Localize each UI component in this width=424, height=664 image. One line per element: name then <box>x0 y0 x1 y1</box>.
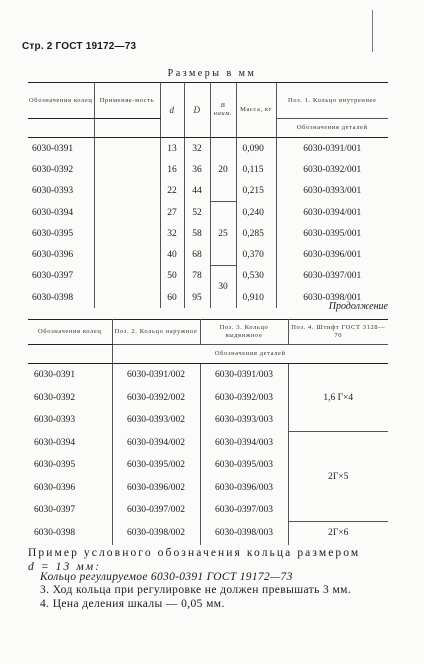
pin-value: 2Г×5 <box>288 432 388 522</box>
part-designation-label: Обозначения деталей <box>276 119 388 138</box>
pos3-value: 6030-0397/003 <box>200 499 288 522</box>
applicability-cell <box>94 202 160 223</box>
example-size: d = 13 мм: <box>28 561 102 573</box>
d-value: 13 <box>160 138 184 160</box>
pin-value: 2Г×6 <box>288 522 388 545</box>
col-mass: Масса, кг <box>236 83 276 138</box>
ring-code: 6030-0395 <box>32 228 74 239</box>
mass-value: 0,370 <box>236 244 276 265</box>
applicability-cell <box>94 244 160 265</box>
applicability-cell <box>94 223 160 244</box>
D-value: 36 <box>184 159 210 180</box>
pos3-value: 6030-0395/003 <box>200 454 288 477</box>
ring-code: 6030-0397 <box>34 505 76 516</box>
d-value: 40 <box>160 244 184 265</box>
pos3-value: 6030-0396/003 <box>200 477 288 500</box>
D-value: 52 <box>184 202 210 223</box>
table-row <box>28 266 388 287</box>
pos1-value: 6030-0391/001 <box>276 138 388 160</box>
ring-code: 6030-0394 <box>32 207 74 218</box>
header-spacer <box>28 345 112 364</box>
d-value: 27 <box>160 202 184 223</box>
col-applicability: Применяе-мость <box>94 83 160 119</box>
pos3-value: 6030-0392/003 <box>200 387 288 410</box>
ring-code: 6030-0393 <box>34 415 76 426</box>
pos2-value: 6030-0397/002 <box>112 499 200 522</box>
col-pos4: Поз. 4. Штифт ГОСТ 3128—70 <box>288 320 388 345</box>
pos2-value: 6030-0396/002 <box>112 477 200 500</box>
ring-code: 6030-0395 <box>34 460 76 471</box>
pos1-value: 6030-0392/001 <box>276 159 388 180</box>
D-value: 78 <box>184 266 210 287</box>
applicability-cell <box>94 159 160 180</box>
pos3-value: 6030-0394/003 <box>200 432 288 455</box>
col-pos3: Поз. 3. Кольцо выдвижное <box>200 320 288 345</box>
d-value: 16 <box>160 159 184 180</box>
applicability-cell <box>94 287 160 308</box>
mass-value: 0,090 <box>236 138 276 160</box>
pin-value: 1,6 Г×4 <box>288 364 388 432</box>
table-row <box>28 181 388 202</box>
dimensions-table <box>28 82 388 308</box>
pos1-value: 6030-0397/001 <box>276 266 388 287</box>
pos3-value: 6030-0391/003 <box>200 364 288 387</box>
pos2-value: 6030-0398/002 <box>112 522 200 545</box>
col-designation: Обозначения колец <box>28 320 112 345</box>
col-d: d <box>160 83 184 138</box>
pos1-value: 6030-0396/001 <box>276 244 388 265</box>
example-designation: Кольцо регулируемое 6030-0391 ГОСТ 19172—73 <box>40 571 293 583</box>
D-value: 68 <box>184 244 210 265</box>
D-value: 95 <box>184 287 210 308</box>
D-value: 58 <box>184 223 210 244</box>
ring-code: 6030-0397 <box>32 271 74 282</box>
col-B: В наим. <box>210 83 236 138</box>
col-pos2: Поз. 2. Кольцо наружное <box>112 320 200 345</box>
D-value: 32 <box>184 138 210 160</box>
ring-code: 6030-0394 <box>34 437 76 448</box>
header-spacer <box>28 119 94 138</box>
margin-mark <box>372 10 373 52</box>
B-value: 20 <box>210 138 236 202</box>
applicability-cell <box>94 181 160 202</box>
applicability-cell <box>94 138 160 160</box>
pos1-value: 6030-0393/001 <box>276 181 388 202</box>
table-row <box>28 138 388 160</box>
sizes-title: Размеры в мм <box>167 68 257 79</box>
parts-table <box>28 319 388 545</box>
table-row <box>28 223 388 244</box>
col-D: D <box>184 83 210 138</box>
pos2-value: 6030-0391/002 <box>112 364 200 387</box>
example-intro-text: Пример условного обозначения кольца размером <box>28 547 361 559</box>
pos2-value: 6030-0392/002 <box>112 387 200 410</box>
d-value: 50 <box>160 266 184 287</box>
note-3: 3. Ход кольца при регулировке не должен превышать 3 мм. <box>40 584 352 596</box>
mass-value: 0,115 <box>236 159 276 180</box>
page-header: Стр. 2 ГОСТ 19172—73 <box>22 41 137 52</box>
ring-code: 6030-0393 <box>32 186 74 197</box>
mass-value: 0,285 <box>236 223 276 244</box>
mass-value: 0,910 <box>236 287 276 308</box>
ring-code: 6030-0391 <box>32 143 74 154</box>
applicability-cell <box>94 266 160 287</box>
note-4: 4. Цена деления шкалы — 0,05 мм. <box>40 598 225 610</box>
ring-code: 6030-0398 <box>32 292 74 303</box>
ring-code: 6030-0392 <box>32 164 74 175</box>
pos1-value: 6030-0394/001 <box>276 202 388 223</box>
col-pos1: Поз. 1. Кольцо внутреннее <box>276 83 388 119</box>
table-row <box>28 202 388 223</box>
ring-code: 6030-0396 <box>32 250 74 261</box>
B-value: 30 <box>210 266 236 309</box>
table-row <box>28 364 388 387</box>
ring-code: 6030-0392 <box>34 392 76 403</box>
d-value: 22 <box>160 181 184 202</box>
pos2-value: 6030-0395/002 <box>112 454 200 477</box>
d-value: 60 <box>160 287 184 308</box>
mass-value: 0,240 <box>236 202 276 223</box>
mass-value: 0,530 <box>236 266 276 287</box>
continuation-label: Продолжение <box>328 301 388 312</box>
pos1-value: 6030-0395/001 <box>276 223 388 244</box>
D-value: 44 <box>184 181 210 202</box>
ring-code: 6030-0398 <box>34 528 76 538</box>
table-row <box>28 522 388 545</box>
pos1-value: 6030-0398/001 <box>276 287 388 308</box>
pos3-value: 6030-0393/003 <box>200 409 288 432</box>
B-value: 25 <box>210 202 236 266</box>
d-value: 32 <box>160 223 184 244</box>
pos3-value: 6030-0398/003 <box>200 522 288 545</box>
col-designation: Обозначения колец <box>28 83 94 119</box>
header-spacer <box>94 119 160 138</box>
ring-code: 6030-0391 <box>34 370 76 381</box>
table-row <box>28 244 388 265</box>
pos2-value: 6030-0394/002 <box>112 432 200 455</box>
table-row <box>28 432 388 455</box>
table-row <box>28 159 388 180</box>
ring-code: 6030-0396 <box>34 482 76 493</box>
mass-value: 0,215 <box>236 181 276 202</box>
part-designation-label: Обозначения деталей <box>112 345 388 364</box>
pos2-value: 6030-0393/002 <box>112 409 200 432</box>
